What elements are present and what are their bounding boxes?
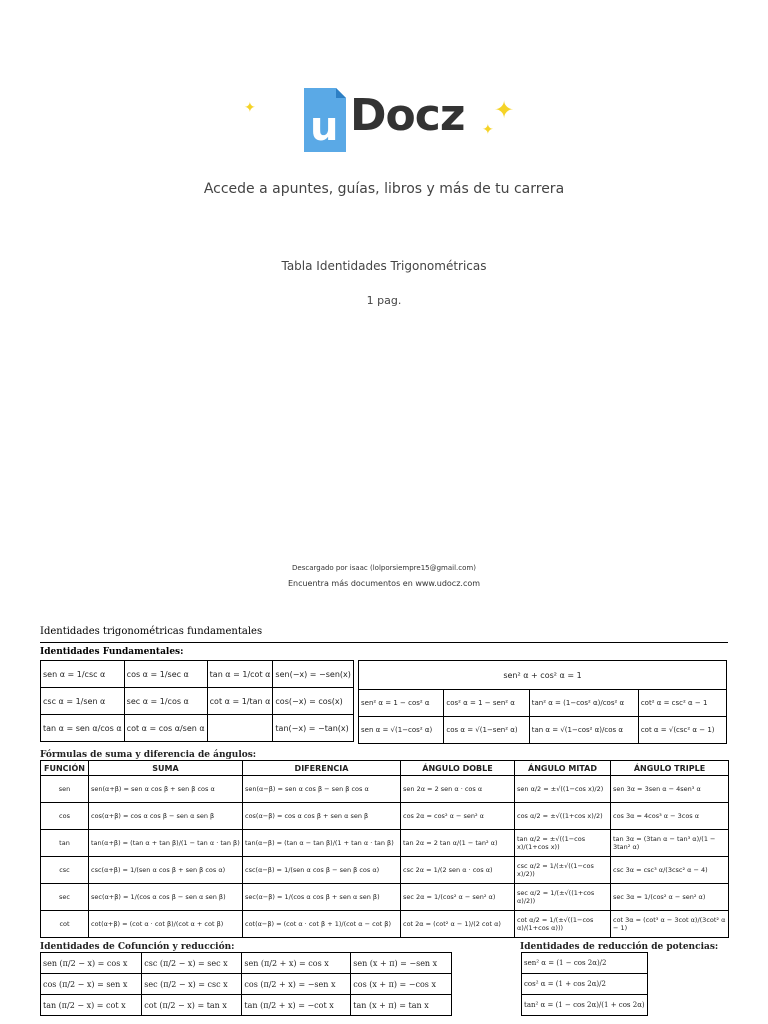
sum-table	[40, 760, 729, 938]
table-cell: cos(α+β) = cos α cos β − sen α sen β	[89, 803, 243, 830]
table-cell: cot 2α = (cot² α − 1)/(2 cot α)	[401, 911, 515, 938]
column-header: DIFERENCIA	[243, 761, 401, 776]
table-cell: tan α = 1/cot α	[207, 661, 273, 688]
sparkle-icon: ✦	[244, 100, 256, 116]
table-cell: cot 3α = (cot³ α − 3cot α)/(3cot² α − 1)	[611, 911, 729, 938]
table-header-row	[41, 761, 729, 776]
table-cell: tan(−x) = −tan(x)	[273, 715, 353, 742]
table-row	[41, 974, 452, 995]
table-cell: cos(−x) = cos(x)	[273, 688, 353, 715]
table-cell: sec 3α = 1/(cos² α − sen² α)	[611, 884, 729, 911]
table-cell: sen α = √(1−cos² α)	[359, 717, 444, 744]
table-cell: csc (π/2 − x) = sec x	[142, 953, 242, 974]
table-cell: sen(α+β) = sen α cos β + sen β cos α	[89, 776, 243, 803]
table-cell: cot(α−β) = (cot α · cot β + 1)/(cot α − cot β)	[243, 911, 401, 938]
more-docs-link[interactable]: Encuentra más documentos en www.udocz.com	[287, 579, 481, 588]
column-header: SUMA	[89, 761, 243, 776]
table-cell: cos α = √(1−sen² α)	[444, 717, 529, 744]
table-cell: tan(α−β) = (tan α − tan β)/(1 + tan α · tan β)	[243, 830, 401, 857]
tagline: Accede a apuntes, guías, libros y más de tu carrera	[203, 181, 565, 197]
fundamental-table	[40, 660, 354, 742]
table-cell: cos (x + π) = −cos x	[351, 974, 452, 995]
table-cell: sec α/2 = 1/(±√((1+cos α)/2))	[515, 884, 611, 911]
sheet-title: Identidades trigonométricas fundamentales	[40, 626, 728, 643]
table-cell: tan α = √(1−cos² α)/cos α	[529, 717, 638, 744]
table-cell: csc	[41, 857, 89, 884]
table-cell: sec 2α = 1/(cos² α − sen² α)	[401, 884, 515, 911]
table-cell: sec(α−β) = 1/(cos α cos β + sen α sen β)	[243, 884, 401, 911]
table-row	[41, 830, 729, 857]
table-cell: tan 3α = (3tan α − tan³ α)/(1 − 3tan² α)	[611, 830, 729, 857]
table-row	[41, 776, 729, 803]
table-row	[41, 884, 729, 911]
pythagorean-table	[358, 660, 727, 744]
table-cell: cos² α = 1 − sen² α	[444, 690, 529, 717]
fund-heading: Identidades Fundamentales:	[40, 647, 184, 657]
table-row	[359, 717, 727, 744]
table-cell: tan 2α = 2 tan α/(1 − tan² α)	[401, 830, 515, 857]
table-cell: csc(α−β) = 1/(sen α cos β − sen β cos α)	[243, 857, 401, 884]
table-cell: cot	[41, 911, 89, 938]
table-cell: cot α/2 = 1/(±√((1−cos α)/(1+cos α)))	[515, 911, 611, 938]
table-row	[41, 688, 354, 715]
table-cell: csc α = 1/sen α	[41, 688, 125, 715]
table-cell: cot² α = csc² α − 1	[638, 690, 726, 717]
table-cell: sen² α = 1 − cos² α	[359, 690, 444, 717]
logo-letter: u	[310, 104, 339, 150]
table-cell: cos² α = (1 + cos 2α)/2	[522, 974, 648, 995]
table-cell: sen (x + π) = −sen x	[351, 953, 452, 974]
table-row	[522, 995, 648, 1016]
downloaded-by: Descargado por isaac (lolporsiempre15@gmail.com)	[292, 564, 476, 572]
table-cell: sec	[41, 884, 89, 911]
table-cell: sen α = 1/csc α	[41, 661, 125, 688]
table-row	[41, 911, 729, 938]
table-cell: cot α = cos α/sen α	[124, 715, 207, 742]
sum-heading: Fórmulas de suma y diferencia de ángulos:	[40, 750, 257, 760]
table-cell: sen(−x) = −sen(x)	[273, 661, 353, 688]
column-header: FUNCIÓN	[41, 761, 89, 776]
table-cell: cot α = √(csc² α − 1)	[638, 717, 726, 744]
table-row	[41, 953, 452, 974]
table-cell: tan(α+β) = (tan α + tan β)/(1 − tan α · tan β)	[89, 830, 243, 857]
pow-heading: Identidades de reducción de potencias:	[520, 942, 719, 952]
table-cell: tan α/2 = ±√((1−cos x)/(1+cos x))	[515, 830, 611, 857]
table-row	[359, 661, 727, 690]
table-cell: cos	[41, 803, 89, 830]
table-cell: tan² α = (1−cos² α)/cos² α	[529, 690, 638, 717]
pow-table-body	[522, 953, 648, 1016]
column-header: ÁNGULO TRIPLE	[611, 761, 729, 776]
cof-heading: Identidades de Cofunción y reducción:	[40, 942, 235, 952]
table-cell: cos 3α = 4cos³ α − 3cos α	[611, 803, 729, 830]
sum-table-body	[41, 776, 729, 938]
table-cell: tan (x + π) = tan x	[351, 995, 452, 1016]
sparkle-icon: ✦	[482, 122, 494, 138]
table-cell: csc(α+β) = 1/(sen α cos β + sen β cos α)	[89, 857, 243, 884]
table-cell: cos α = 1/sec α	[124, 661, 207, 688]
table-cell: tan (π/2 − x) = cot x	[41, 995, 142, 1016]
table-cell: cot(α+β) = (cot α · cot β)/(cot α + cot β)	[89, 911, 243, 938]
table-row	[41, 661, 354, 688]
table-cell: sec (π/2 − x) = csc x	[142, 974, 242, 995]
sparkle-icon: ✦	[494, 96, 515, 124]
table-cell: cot (π/2 − x) = tan x	[142, 995, 242, 1016]
table-row	[41, 857, 729, 884]
document-title: Tabla Identidades Trigonométricas	[281, 259, 487, 273]
table-cell: tan	[41, 830, 89, 857]
table-cell: cos(α−β) = cos α cos β + sen α sen β	[243, 803, 401, 830]
table-cell: cos α/2 = ±√((1+cos x)/2)	[515, 803, 611, 830]
table-cell: sen² α = (1 − cos 2α)/2	[522, 953, 648, 974]
table-cell: csc α/2 = 1/(±√((1−cos x)/2))	[515, 857, 611, 884]
table-cell: tan (π/2 + x) = −cot x	[242, 995, 351, 1016]
table-cell: cos 2α = cos² α − sen² α	[401, 803, 515, 830]
page-count: 1 pag.	[366, 294, 402, 307]
table-cell: sec α = 1/cos α	[124, 688, 207, 715]
table-row	[41, 803, 729, 830]
table-cell: sen	[41, 776, 89, 803]
table-row	[522, 974, 648, 995]
table-cell: cos (π/2 + x) = −sen x	[242, 974, 351, 995]
table-cell: sen 2α = 2 sen α · cos α	[401, 776, 515, 803]
table-cell: sen 3α = 3sen α − 4sen³ α	[611, 776, 729, 803]
table-cell: tan² α = (1 − cos 2α)/(1 + cos 2α)	[522, 995, 648, 1016]
table-cell	[207, 715, 273, 742]
table-cell: cos (π/2 − x) = sen x	[41, 974, 142, 995]
column-header: ÁNGULO MITAD	[515, 761, 611, 776]
table-row	[41, 715, 354, 742]
table-cell: sen (π/2 + x) = cos x	[242, 953, 351, 974]
table-cell: sen(α−β) = sen α cos β − sen β cos α	[243, 776, 401, 803]
table-cell: csc 3α = csc³ α/(3csc² α − 4)	[611, 857, 729, 884]
table-cell: sen² α + cos² α = 1	[359, 661, 727, 690]
table-cell: csc 2α = 1/(2 sen α · cos α)	[401, 857, 515, 884]
table-cell: tan α = sen α/cos α	[41, 715, 125, 742]
table-cell: sen α/2 = ±√((1−cos x)/2)	[515, 776, 611, 803]
table-row	[522, 953, 648, 974]
brand-name: Docz	[350, 90, 465, 141]
table-row	[359, 690, 727, 717]
table-row	[41, 995, 452, 1016]
cof-table-body	[41, 953, 452, 1016]
table-cell: sen (π/2 − x) = cos x	[41, 953, 142, 974]
identities-sheet	[40, 626, 728, 659]
column-header: ÁNGULO DOBLE	[401, 761, 515, 776]
table-cell: cot α = 1/tan α	[207, 688, 273, 715]
table-cell: sec(α+β) = 1/(cos α cos β − sen α sen β)	[89, 884, 243, 911]
cofunction-table	[40, 952, 452, 1016]
power-reduction-table	[521, 952, 648, 1016]
